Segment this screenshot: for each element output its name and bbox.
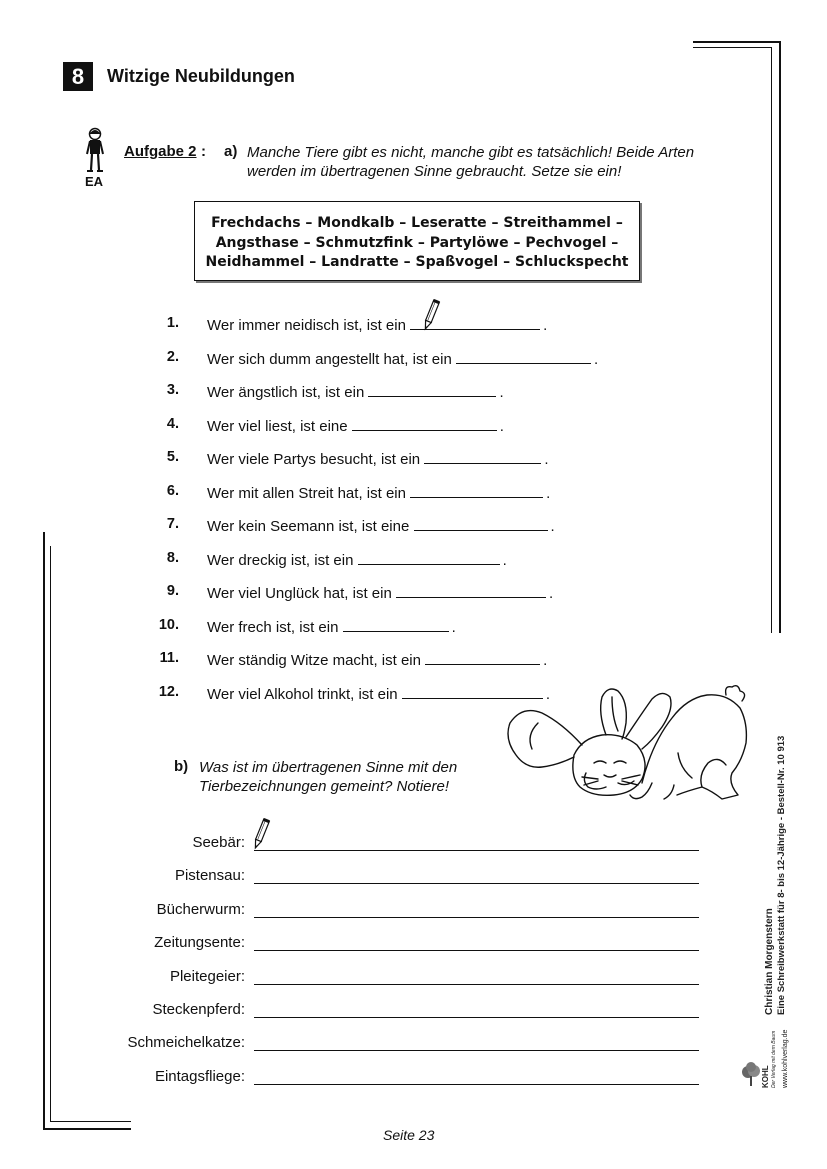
side-author: Christian Morgenstern xyxy=(764,908,775,1015)
answer-line[interactable] xyxy=(254,883,699,884)
work-mode-label: EA xyxy=(85,174,104,189)
frame-bottom-line-inner xyxy=(50,1121,131,1122)
sentence-row xyxy=(207,449,549,468)
sentence-row xyxy=(207,550,507,569)
word-bank-box xyxy=(194,201,640,281)
answer-line[interactable] xyxy=(254,984,699,985)
frame-top-line-inner xyxy=(693,47,772,48)
frame-right-line xyxy=(779,41,781,633)
part-b-instruction: Was ist im übertragenen Sinne mit den Tierbezeichnungen gemeint? Notiere! xyxy=(199,759,458,795)
answer-blank[interactable] xyxy=(352,416,497,431)
sentence-text: Wer viel liest, ist eine xyxy=(207,417,348,435)
page-number: Seite 23 xyxy=(383,1127,435,1143)
sentence-row xyxy=(207,617,456,636)
frame-left-line xyxy=(43,532,45,1130)
answer-blank[interactable] xyxy=(410,483,543,498)
term-label: Seebär: xyxy=(192,834,245,851)
answer-blank[interactable] xyxy=(414,516,548,531)
part-a-instruction: Manche Tiere gibt es nicht, manche gibt es tatsächlich! Beide Arten werden im übertragenen Sinne gebraucht. Setze sie ein! xyxy=(247,144,695,180)
sentence-text: Wer ständig Witze macht, ist ein xyxy=(207,652,421,669)
answer-line[interactable] xyxy=(254,1050,699,1051)
sentence-number: 8. xyxy=(166,549,179,566)
term-label: Eintagsfliege: xyxy=(154,1067,245,1085)
sentence-end-dot: . xyxy=(550,518,555,535)
answer-line[interactable] xyxy=(254,1017,699,1018)
sentence-number: 4. xyxy=(166,415,179,432)
sentence-text: Wer sich dumm angestellt hat, ist ein xyxy=(207,350,452,368)
frame-bottom-line xyxy=(43,1128,131,1130)
answer-blank[interactable] xyxy=(368,382,496,397)
sentence-row xyxy=(207,650,547,669)
sentence-text: Wer viel Alkohol trinkt, ist ein xyxy=(207,685,398,703)
sentence-text: Wer kein Seemann ist, ist eine xyxy=(207,518,410,535)
sentence-end-dot: . xyxy=(543,652,548,669)
sentence-number: 1. xyxy=(166,315,179,331)
sentence-row xyxy=(207,382,504,401)
sentence-row xyxy=(207,315,547,334)
answer-line[interactable] xyxy=(254,917,699,918)
frame-left-line-inner xyxy=(50,546,51,1122)
sentence-number: 7. xyxy=(166,516,179,532)
term-label: Steckenpferd: xyxy=(152,1001,245,1018)
sentence-text: Wer mit allen Streit hat, ist ein xyxy=(207,484,406,502)
sentence-end-dot: . xyxy=(546,484,551,502)
sentence-number: 10. xyxy=(158,616,179,633)
sentence-number: 6. xyxy=(166,482,179,499)
sentence-number: 5. xyxy=(166,449,179,465)
student-figure-icon xyxy=(84,126,106,174)
chapter-title: Witzige Neubildungen xyxy=(107,66,295,86)
sleeping-rabbit-illustration xyxy=(502,683,752,811)
sentence-row xyxy=(207,516,555,535)
term-label: Pistensau: xyxy=(174,867,245,885)
part-a-marker: a) xyxy=(224,143,238,160)
word-bank-line: Angsthase – Schmutzfink – Partylöwe – Pechvogel – xyxy=(215,234,619,251)
sentence-text: Wer dreckig ist, ist ein xyxy=(207,551,354,569)
sentence-row xyxy=(207,349,598,368)
sentence-text: Wer viele Partys besucht, ist ein xyxy=(207,451,421,468)
sentence-number: 2. xyxy=(166,348,179,365)
sentence-number: 12. xyxy=(158,683,179,700)
sentence-row xyxy=(207,483,550,502)
pencil-icon xyxy=(250,817,272,851)
sentence-text: Wer frech ist, ist ein xyxy=(207,618,339,636)
answer-line[interactable] xyxy=(254,850,699,851)
chapter-number-badge: 8 xyxy=(63,62,93,91)
part-b-marker: b) xyxy=(174,758,189,775)
term-label: Bücherwurm: xyxy=(156,900,245,918)
sentence-number: 11. xyxy=(159,650,179,666)
sentence-end-dot: . xyxy=(548,585,554,602)
side-website: www.kohlverlag.de xyxy=(782,1029,789,1088)
frame-top-line xyxy=(693,41,781,43)
tree-logo-icon xyxy=(740,1062,762,1088)
sentence-end-dot: . xyxy=(451,618,456,636)
sentence-row xyxy=(207,416,504,435)
answer-blank[interactable] xyxy=(424,449,541,464)
answer-blank[interactable] xyxy=(425,650,540,665)
sentence-number: 3. xyxy=(166,382,179,398)
answer-blank[interactable] xyxy=(343,617,449,632)
answer-line[interactable] xyxy=(254,1084,699,1085)
task-label: Aufgabe 2 xyxy=(124,143,197,160)
task-colon: : xyxy=(201,143,206,160)
sentence-end-dot: . xyxy=(545,685,550,703)
sentence-row xyxy=(207,684,550,703)
answer-blank[interactable] xyxy=(456,349,591,364)
sentence-end-dot: . xyxy=(502,551,507,569)
term-label: Zeitungsente: xyxy=(154,934,245,952)
sentence-text: Wer immer neidisch ist, ist ein xyxy=(207,317,406,334)
answer-line[interactable] xyxy=(254,950,699,951)
sentence-number: 9. xyxy=(166,583,179,599)
side-title: Eine Schreibwerkstatt für 8- bis 12-Jährige - Bestell-Nr. 10 913 xyxy=(776,735,787,1015)
answer-blank[interactable] xyxy=(358,550,500,565)
sentence-text: Wer ängstlich ist, ist ein xyxy=(207,384,365,401)
publisher-name: KOHL xyxy=(761,1065,770,1088)
sentence-end-dot: . xyxy=(499,384,504,401)
sentence-end-dot: . xyxy=(594,350,599,368)
word-bank-line: Frechdachs – Mondkalb – Leseratte – Streithammel – xyxy=(211,215,623,231)
answer-blank[interactable] xyxy=(396,583,546,598)
sentence-end-dot: . xyxy=(499,417,504,435)
term-label: Schmeichelkatze: xyxy=(127,1034,245,1052)
word-bank-line: Neidhammel – Landratte – Spaßvogel – Schluckspecht xyxy=(205,254,629,270)
pencil-icon xyxy=(420,298,442,332)
sentence-end-dot: . xyxy=(544,451,549,468)
publisher-slogan: Der Verlag mit dem Baum xyxy=(771,1030,777,1088)
term-label: Pleitegeier: xyxy=(169,967,245,985)
sentence-end-dot: . xyxy=(543,317,548,334)
sentence-row xyxy=(207,583,553,602)
frame-right-line-inner xyxy=(771,47,772,633)
sentence-text: Wer viel Unglück hat, ist ein xyxy=(207,585,392,602)
